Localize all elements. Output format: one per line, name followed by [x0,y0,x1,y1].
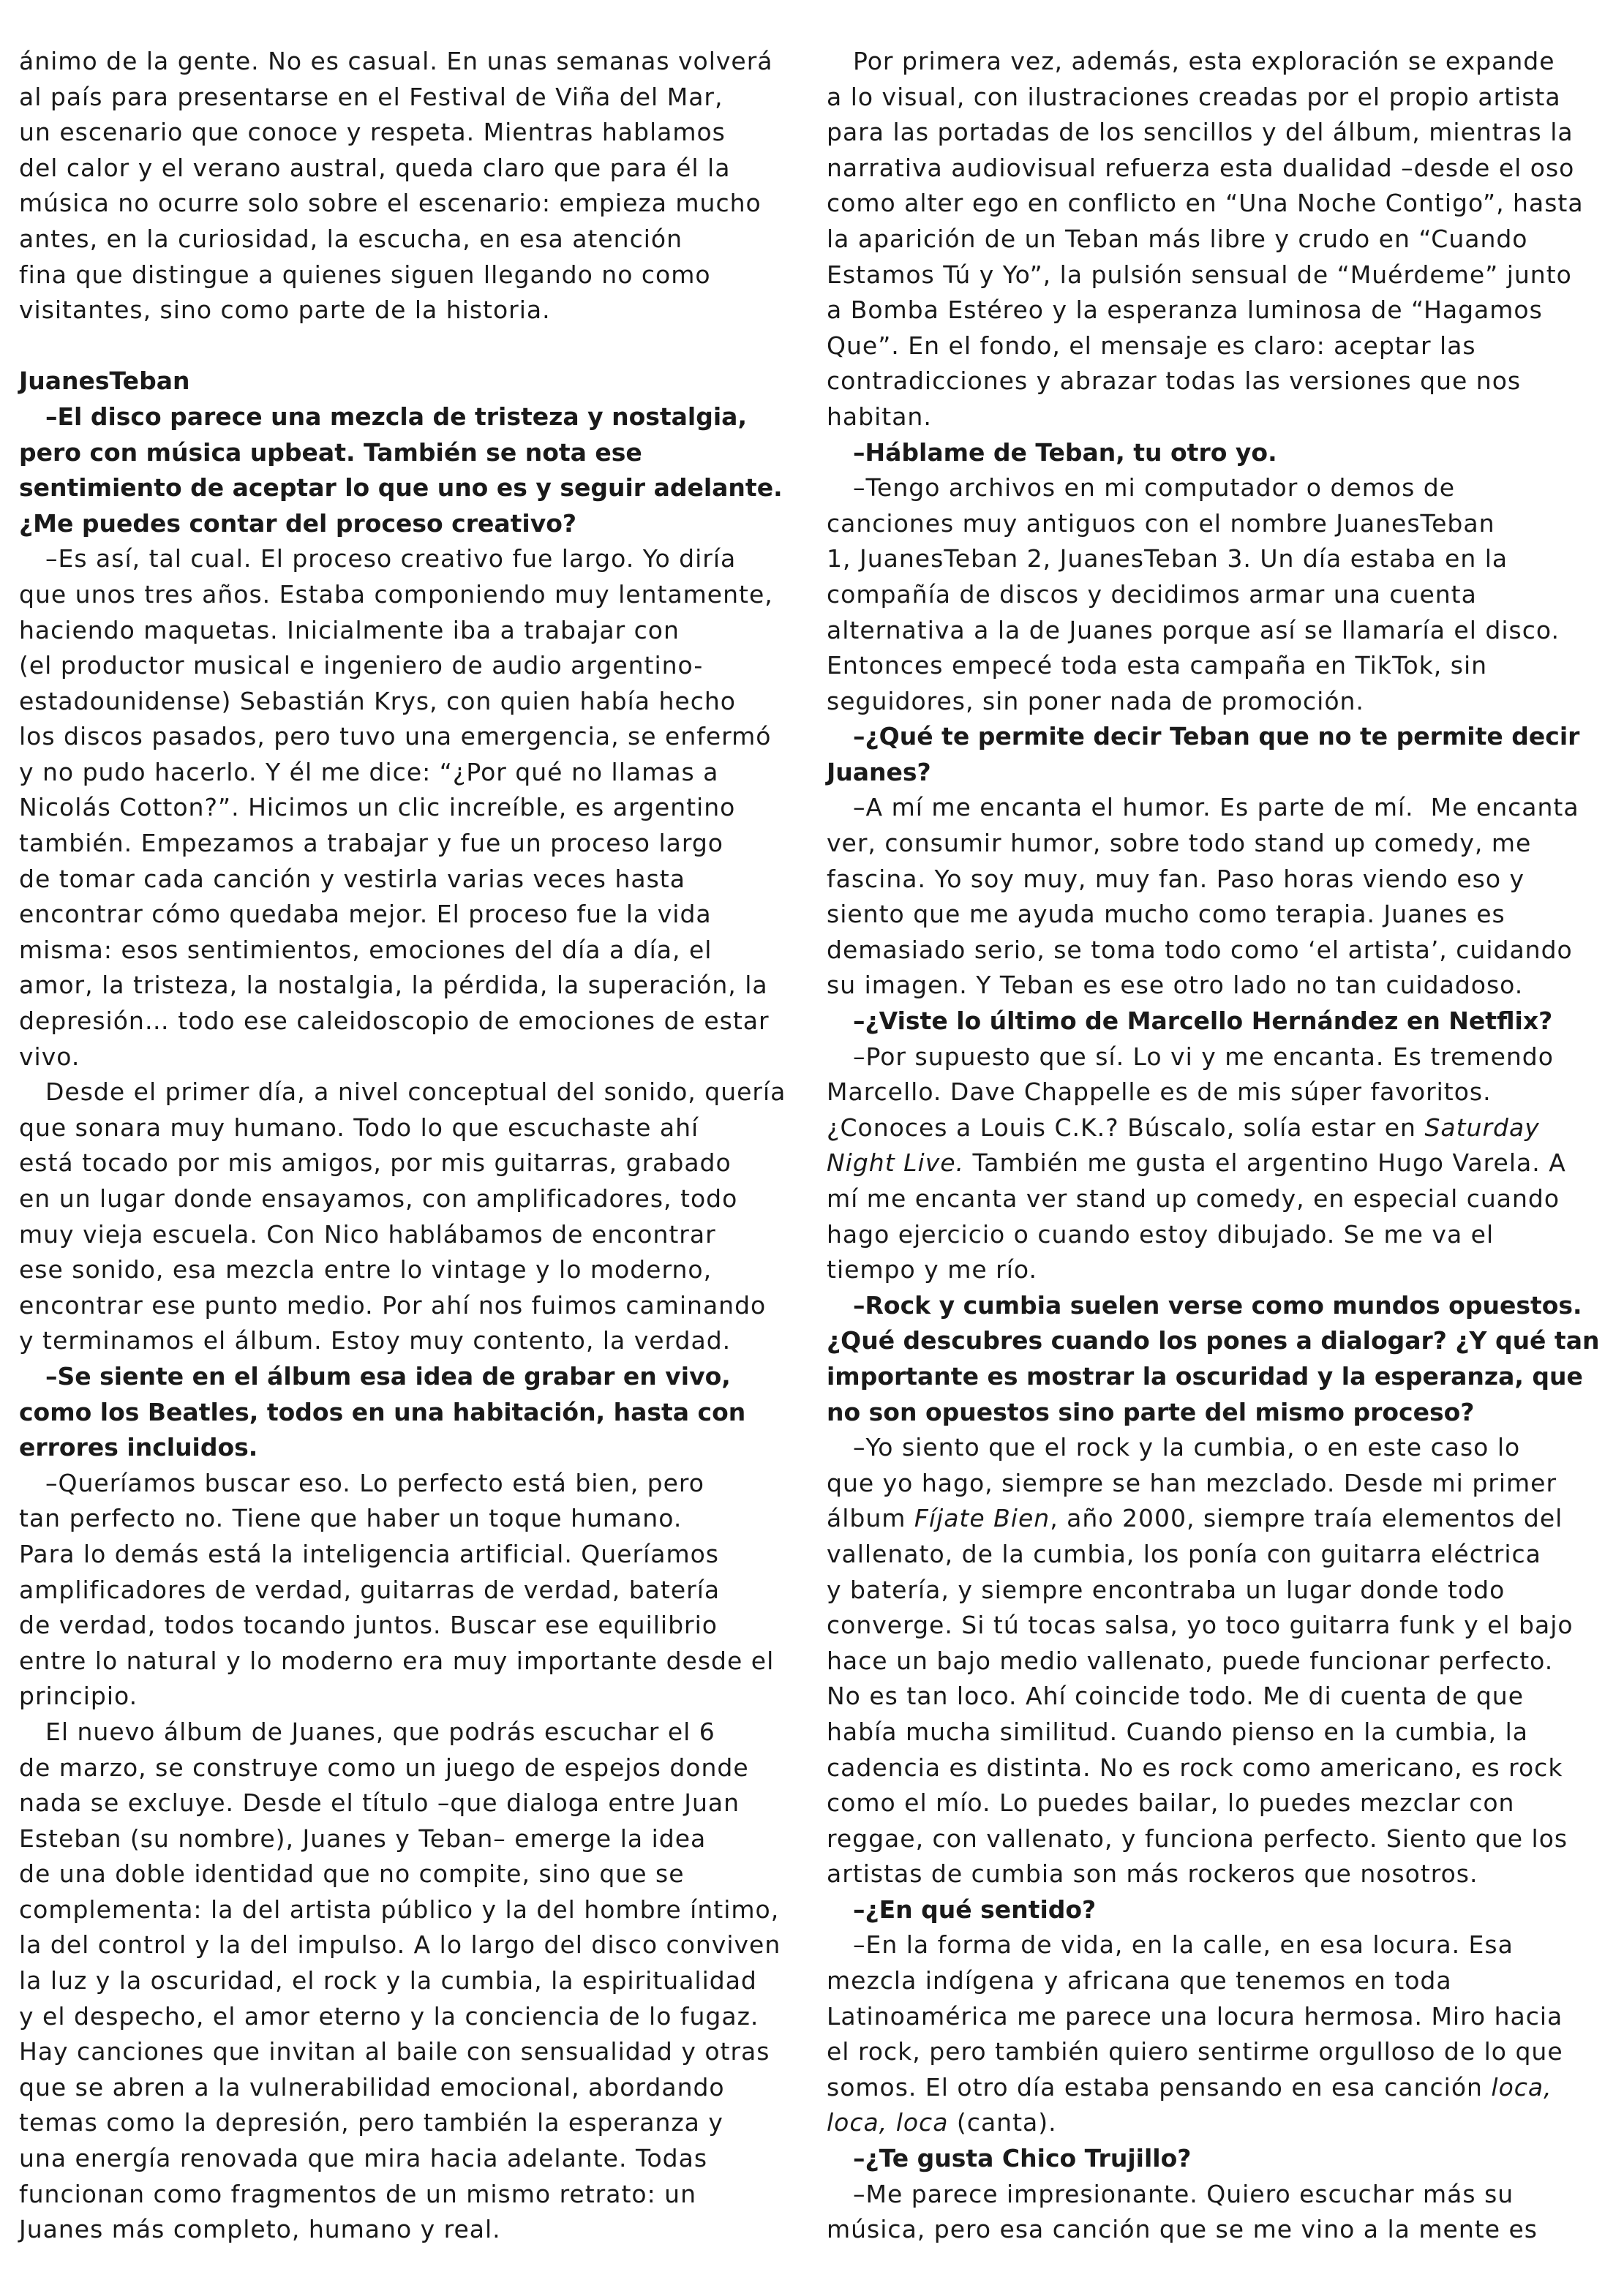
answer-line: muy vieja escuela. Con Nico hablábamos de encontrar [19,1219,716,1249]
answer-line: –Por supuesto que sí. Lo vi y me encanta. Es tremendo [853,1042,1554,1071]
answer-line: mezcla indígena y africana que tenemos en toda [827,1966,1452,1995]
right-column [827,44,1617,2248]
answer-line: su imagen. Y Teban es ese otro lado no tan cuidadoso. [827,971,1524,1000]
answer-line [827,1145,1617,1181]
body-line: temas como la depresión, pero también la esperanza y [19,2108,723,2137]
interview-answer [19,1075,820,1359]
interview-question [827,1892,1617,1928]
body-line: Por primera vez, además, esta exploración se expande [853,47,1555,75]
question-line: –¿Qué te permite decir Teban que no te permite decir [853,722,1580,751]
answer-line: demasiado serio, se toma todo como ‘el artista’, cuidando [827,935,1573,964]
answer-line: tan perfecto no. Tiene que haber un toque humano. [19,1504,683,1533]
answer-line: que unos tres años. Estaba componiendo muy lentamente, [19,579,773,609]
answer-line: canciones muy antiguos con el nombre JuanesTeban [827,508,1495,538]
body-line: ánimo de la gente. No es casual. En unas semanas volverá [19,47,773,75]
body-line: Juanes más completo, humano y real. [19,2215,501,2244]
interview-question [19,399,820,541]
narrative-paragraph [827,44,1617,435]
answer-line: encontrar ese punto medio. Por ahí nos fuimos caminando [19,1290,767,1320]
answer-line: –Me parece impresionante. Quiero escuchar más su [853,2179,1514,2208]
body-line: habitan. [827,402,932,431]
answer-line: había mucha similitud. Cuando pienso en la cumbia, la [827,1717,1529,1746]
answer-line: cadencia es distinta. No es rock como americano, es rock [827,1753,1563,1782]
answer-line: encontrar cómo quedaba mejor. El proceso fue la vida [19,900,712,929]
narrative-paragraph [19,1715,820,2248]
answer-line [827,1501,1617,1537]
answer-line: está tocado por mis amigos, por mis guitarras, grabado [19,1148,732,1178]
answer-line: y no pudo hacerlo. Y él me dice: “¿Por qué no llamas a [19,757,719,786]
question-line: –¿En qué sentido? [853,1895,1097,1924]
answer-line: compañía de discos y decidimos armar una cuenta [827,579,1477,609]
body-line: fina que distingue a quienes siguen llegando no como [19,260,711,289]
interview-question [827,435,1617,471]
answer-line: que sonara muy humano. Todo lo que escuchaste ahí [19,1113,699,1142]
body-line: Esteban (su nombre), Juanes y Teban– emerge la idea [19,1824,707,1853]
answer-line: de verdad, todos tocando juntos. Buscar ese equilibrio [19,1611,718,1640]
body-line: visitantes, sino como parte de la historia. [19,296,551,325]
italic-title: Saturday [1424,1113,1540,1142]
answer-line: y terminamos el álbum. Estoy muy contento, la verdad. [19,1326,732,1355]
body-line: de marzo, se construye como un juego de espejos donde [19,1753,749,1782]
question-line: –¿Viste lo último de Marcello Hernández en Netflix? [853,1007,1553,1036]
italic-title: Night Live. [827,1148,965,1178]
body-line: complementa: la del artista público y la del hombre íntimo, [19,1895,780,1924]
interview-answer [827,1430,1617,1892]
intro-paragraph [19,44,820,328]
answer-line: siento que me ayuda mucho como terapia. Juanes es [827,900,1505,929]
interview-answer [827,1039,1617,1288]
body-line: nada se excluye. Desde el título –que dialoga entre Juan [19,1788,740,1818]
answer-line: Latinoamérica me parece una locura hermosa. Miro hacia [827,2001,1563,2031]
question-line: importante es mostrar la oscuridad y la esperanza, que [827,1361,1583,1391]
answer-line: –Es así, tal cual. El proceso creativo fue largo. Yo diría [45,544,737,573]
answer-line: –En la forma de vida, en la calle, en esa locura. Esa [853,1930,1514,1960]
body-line: la aparición de un Teban más libre y crudo en “Cuando [827,224,1528,253]
body-line: como alter ego en conflicto en “Una Noche Contigo”, hasta [827,189,1584,218]
answer-line: Desde el primer día, a nivel conceptual del sonido, quería [45,1077,786,1107]
body-line: para las portadas de los sencillos y del álbum, mientras la [827,118,1574,147]
answer-text: ¿Conoces a Louis C.K.? Búscalo, solía estar en [827,1113,1425,1142]
interview-answer [827,790,1617,1004]
question-line: ¿Me puedes contar del proceso creativo? [19,508,577,538]
body-line: al país para presentarse en el Festival de Viña del Mar, [19,82,723,111]
question-line: ¿Qué descubres cuando los pones a dialogar? ¿Y qué tan [827,1326,1600,1355]
body-line: contradicciones y abrazar todas las versiones que nos [827,366,1522,396]
answer-line: No es tan loco. Ahí coincide todo. Me di cuenta de que [827,1682,1524,1711]
left-column [19,44,820,2248]
answer-line: los discos pasados, pero tuvo una emergencia, se enfermó [19,722,772,751]
body-line: antes, en la curiosidad, la escucha, en esa atención [19,224,683,253]
question-line: errores incluidos. [19,1433,258,1462]
answer-line: 1, JuanesTeban 2, JuanesTeban 3. Un día estaba en la [827,544,1508,573]
body-line: narrativa audiovisual refuerza esta dualidad –desde el oso [827,153,1575,182]
answer-line: depresión… todo ese caleidoscopio de emociones de estar [19,1007,770,1036]
body-line: una energía renovada que mira hacia adelante. Todas [19,2144,708,2173]
body-line: un escenario que conoce y respeta. Mientras hablamos [19,118,726,147]
answer-line: –A mí me encanta el humor. Es parte de mí. Me encanta [853,793,1579,822]
answer-line: fascina. Yo soy muy, muy fan. Paso horas viendo eso y [827,864,1525,893]
answer-line: en un lugar donde ensayamos, con amplificadores, todo [19,1184,738,1213]
answer-line: principio. [19,1682,138,1711]
interview-answer [19,1466,820,1715]
body-line: y el despecho, el amor eterno y la conciencia de lo fugaz. [19,2001,759,2031]
italic-title: Fíjate Bien [914,1504,1050,1533]
question-line: pero con música upbeat. También se nota ese [19,437,642,467]
answer-text: También me gusta el argentino Hugo Varela. A [964,1148,1566,1178]
interview-answer [827,2177,1617,2248]
answer-line: (el productor musical e ingeniero de audio argentino- [19,651,704,680]
body-line: funcionan como fragmentos de un mismo retrato: un [19,2179,697,2208]
question-line: no son opuestos sino parte del mismo proceso? [827,1397,1475,1426]
body-line: Hay canciones que invitan al baile con sensualidad y otras [19,2037,770,2066]
question-line: sentimiento de aceptar lo que uno es y seguir adelante. [19,473,783,503]
answer-line: misma: esos sentimientos, emociones del día a día, el [19,935,713,964]
answer-line: –Yo siento que el rock y la cumbia, o en este caso lo [853,1433,1521,1462]
answer-line: vivo. [19,1042,80,1071]
question-line: –¿Te gusta Chico Trujillo? [853,2144,1192,2173]
answer-line [827,2105,1617,2141]
answer-line: converge. Si tú tocas salsa, yo toco guitarra funk y el bajo [827,1611,1574,1640]
body-line: Estamos Tú y Yo”, la pulsión sensual de “Muérdeme” junto [827,260,1572,289]
answer-line: alternativa a la de Juanes porque así se llamaría el disco. [827,615,1560,644]
question-line: –Rock y cumbia suelen verse como mundos opuestos. [853,1290,1582,1320]
answer-line: amor, la tristeza, la nostalgia, la pérdida, la superación, la [19,971,768,1000]
answer-text: (canta). [948,2108,1057,2137]
body-line: de una doble identidad que no compite, sino que se [19,1859,685,1889]
question-line: –El disco parece una mezcla de tristeza y nostalgia, [45,402,747,431]
answer-line: hago ejercicio o cuando estoy dibujado. Se me va el [827,1219,1495,1249]
answer-line [827,2070,1617,2106]
body-line: Que”. En el fondo, el mensaje es claro: aceptar las [827,331,1476,360]
body-line: la del control y la del impulso. A lo largo del disco conviven [19,1930,781,1960]
answer-line [827,1110,1617,1146]
body-line: a Bomba Estéreo y la esperanza luminosa de “Hagamos [827,296,1543,325]
interview-question [827,1288,1617,1430]
answer-line: estadounidense) Sebastián Krys, con quien había hecho [19,686,736,715]
answer-line: también. Empezamos a trabajar y fue un proceso largo [19,829,723,858]
answer-line: como el mío. Lo puedes bailar, lo puedes mezclar con [827,1788,1515,1818]
answer-line: entre lo natural y lo moderno era muy importante desde el [19,1646,775,1675]
body-line: a lo visual, con ilustraciones creadas por el propio artista [827,82,1561,111]
interview-answer [19,541,820,1075]
italic-title: loca, loca [827,2108,949,2137]
answer-line: Nicolás Cotton?”. Hicimos un clic increíble, es argentino [19,793,736,822]
interview-question [827,1004,1617,1039]
answer-line: haciendo maquetas. Inicialmente iba a trabajar con [19,615,680,644]
section-title: JuanesTeban [19,366,190,396]
answer-line: Marcello. Dave Chappelle es de mis súper favoritos. [827,1077,1492,1107]
answer-line: tiempo y me río. [827,1255,1037,1284]
body-line: música no ocurre solo sobre el escenario: empieza mucho [19,189,762,218]
answer-text: somos. El otro día estaba pensando en esa canción [827,2072,1492,2102]
answer-text: álbum [827,1504,914,1533]
answer-line: Entonces empecé toda esta campaña en TikTok, sin [827,651,1488,680]
answer-line: amplificadores de verdad, guitarras de verdad, batería [19,1575,721,1604]
answer-line: reggae, con vallenato, y funciona perfecto. Siento que los [827,1824,1568,1853]
answer-line: vallenato, de la cumbia, los ponía con guitarra eléctrica [827,1539,1541,1568]
answer-line: de tomar cada canción y vestirla varias veces hasta [19,864,685,893]
question-line: Juanes? [827,757,931,786]
italic-title: loca, [1491,2072,1552,2102]
answer-line: ver, consumir humor, sobre todo stand up comedy, me [827,829,1532,858]
body-line: que se abren a la vulnerabilidad emocional, abordando [19,2072,725,2102]
interview-answer [827,470,1617,719]
question-line: –Se siente en el álbum esa idea de grabar en vivo, [45,1361,731,1391]
answer-line: seguidores, sin poner nada de promoción. [827,686,1364,715]
body-line: El nuevo álbum de Juanes, que podrás escuchar el 6 [45,1717,715,1746]
answer-line: el rock, pero también quiero sentirme orgulloso de lo que [827,2037,1563,2066]
answer-line: que yo hago, siempre se han mezclado. Desde mi primer [827,1468,1557,1497]
body-line: la luz y la oscuridad, el rock y la cumbia, la espiritualidad [19,1966,757,1995]
paragraph-spacer [19,328,820,364]
interview-question [827,719,1617,790]
answer-line: ese sonido, esa mezcla entre lo vintage y lo moderno, [19,1255,713,1284]
interview-question [827,2141,1617,2177]
answer-line: Para lo demás está la inteligencia artificial. Queríamos [19,1539,719,1568]
question-line: como los Beatles, todos en una habitación, hasta con [19,1397,746,1426]
answer-line: artistas de cumbia son más rockeros que nosotros. [827,1859,1478,1889]
answer-line: –Queríamos buscar eso. Lo perfecto está bien, pero [45,1468,704,1497]
answer-text: , año 2000, siempre traía elementos del [1050,1504,1563,1533]
interview-answer [827,1927,1617,2141]
body-line: del calor y el verano austral, queda claro que para él la [19,153,731,182]
answer-line: –Tengo archivos en mi computador o demos de [853,473,1455,503]
interview-question [19,1359,820,1466]
answer-line: y batería, y siempre encontraba un lugar donde todo [827,1575,1505,1604]
answer-line: hace un bajo medio vallenato, puede funcionar perfecto. [827,1646,1554,1675]
answer-line: mí me encanta ver stand up comedy, en especial cuando [827,1184,1560,1213]
answer-line: música, pero esa canción que se me vino a la mente es [827,2215,1538,2244]
question-line: –Háblame de Teban, tu otro yo. [853,437,1277,467]
